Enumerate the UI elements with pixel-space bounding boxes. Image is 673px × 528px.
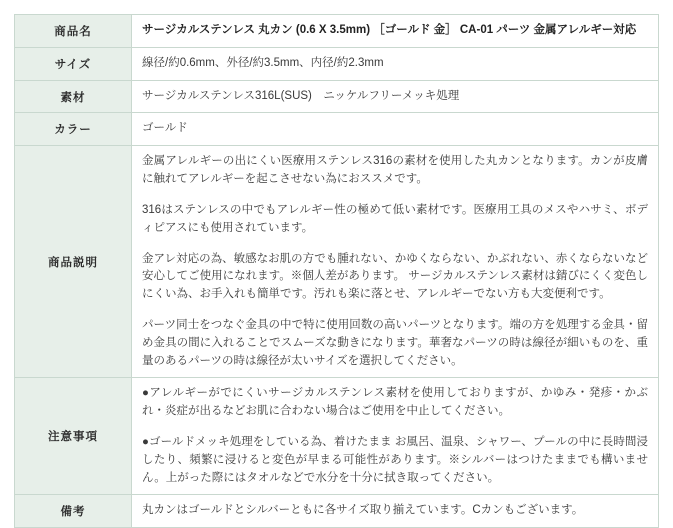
paragraph: 丸カンはゴールドとシルバーともに各サイズ取り揃えています。Cカンもございます。	[142, 504, 584, 517]
table-row	[15, 495, 659, 528]
table-row	[15, 80, 659, 113]
paragraph: 金アレ対応の為、敏感なお肌の方でも腫れない、かゆくならない、かぶれない、赤くならないなど安心してご使用になれます。※個人差があります。 サージカルステンレス素材は錆びにくく変色しにくい為、お手入れも簡単です。汚れも楽に落とせ、アレルギーでない方も大変便利です。	[142, 252, 648, 301]
row-value-description	[132, 146, 659, 378]
table-body	[15, 15, 659, 528]
table-row	[15, 15, 659, 48]
row-value-remarks	[132, 495, 659, 528]
row-value-size	[132, 47, 659, 80]
product-spec-table	[14, 14, 659, 528]
row-value-notes	[132, 378, 659, 495]
row-value-color	[132, 113, 659, 146]
paragraph: サージカルステンレス316L(SUS) ニッケルフリーメッキ処理	[142, 89, 460, 102]
paragraph: ●ゴールドメッキ処理をしている為、着けたまま お風呂、温泉、シャワー、プールの中に長時間浸したり、頻繁に浸けると変色が早まる可能性があります。※シルバーはつけたままでも構いません。上がった際にはタオルなどで水分を十分に拭き取ってください。	[142, 436, 648, 484]
row-label-material: 素材	[15, 80, 132, 113]
paragraph: 316はステンレスの中でもアレルギー性の極めて低い素材です。医療用工具のメスやハサミ、ボディピアスにも使用されています。	[142, 203, 648, 234]
row-label-remarks: 備考	[15, 495, 132, 528]
row-label-size: サイズ	[15, 47, 132, 80]
paragraph: ●アレルギーがでにくいサージカルステンレス素材を使用しておりますが、かゆみ・発疹・かぶれ・炎症が出るなどお肌に合わない場合はご使用を中止してください。	[142, 387, 648, 418]
row-label-product-name: 商品名	[15, 15, 132, 48]
paragraph: ゴールド	[142, 122, 188, 135]
row-label-description: 商品説明	[15, 146, 132, 378]
row-value-material	[132, 80, 659, 113]
row-label-notes: 注意事項	[15, 378, 132, 495]
paragraph: パーツ同士をつなぐ金具の中で特に使用回数の高いパーツとなります。端の方を処理する金具・留め金具の間に入れることでスムーズな動きになります。華奢なパーツの時は線径が細いものを、重量のあるパーツの時は線径が太いサイズを選択してください。	[142, 318, 648, 367]
table-row	[15, 146, 659, 378]
table-row	[15, 113, 659, 146]
paragraph: 金属アレルギーの出にくい医療用ステンレス316の素材を使用した丸カンとなります。カンが皮膚に触れてアレルギーを起こさせない為におススメです。	[142, 155, 648, 186]
paragraph: 線径/約0.6mm、外径/約3.5mm、内径/約2.3mm	[142, 56, 384, 69]
row-value-product-name	[132, 15, 659, 48]
paragraph: サージカルステンレス 丸カン (0.6 X 3.5mm) ［ゴールド 金］ CA-01 パーツ 金属アレルギー対応	[142, 24, 637, 36]
row-label-color: カラー	[15, 113, 132, 146]
table-row	[15, 378, 659, 495]
table-row	[15, 47, 659, 80]
